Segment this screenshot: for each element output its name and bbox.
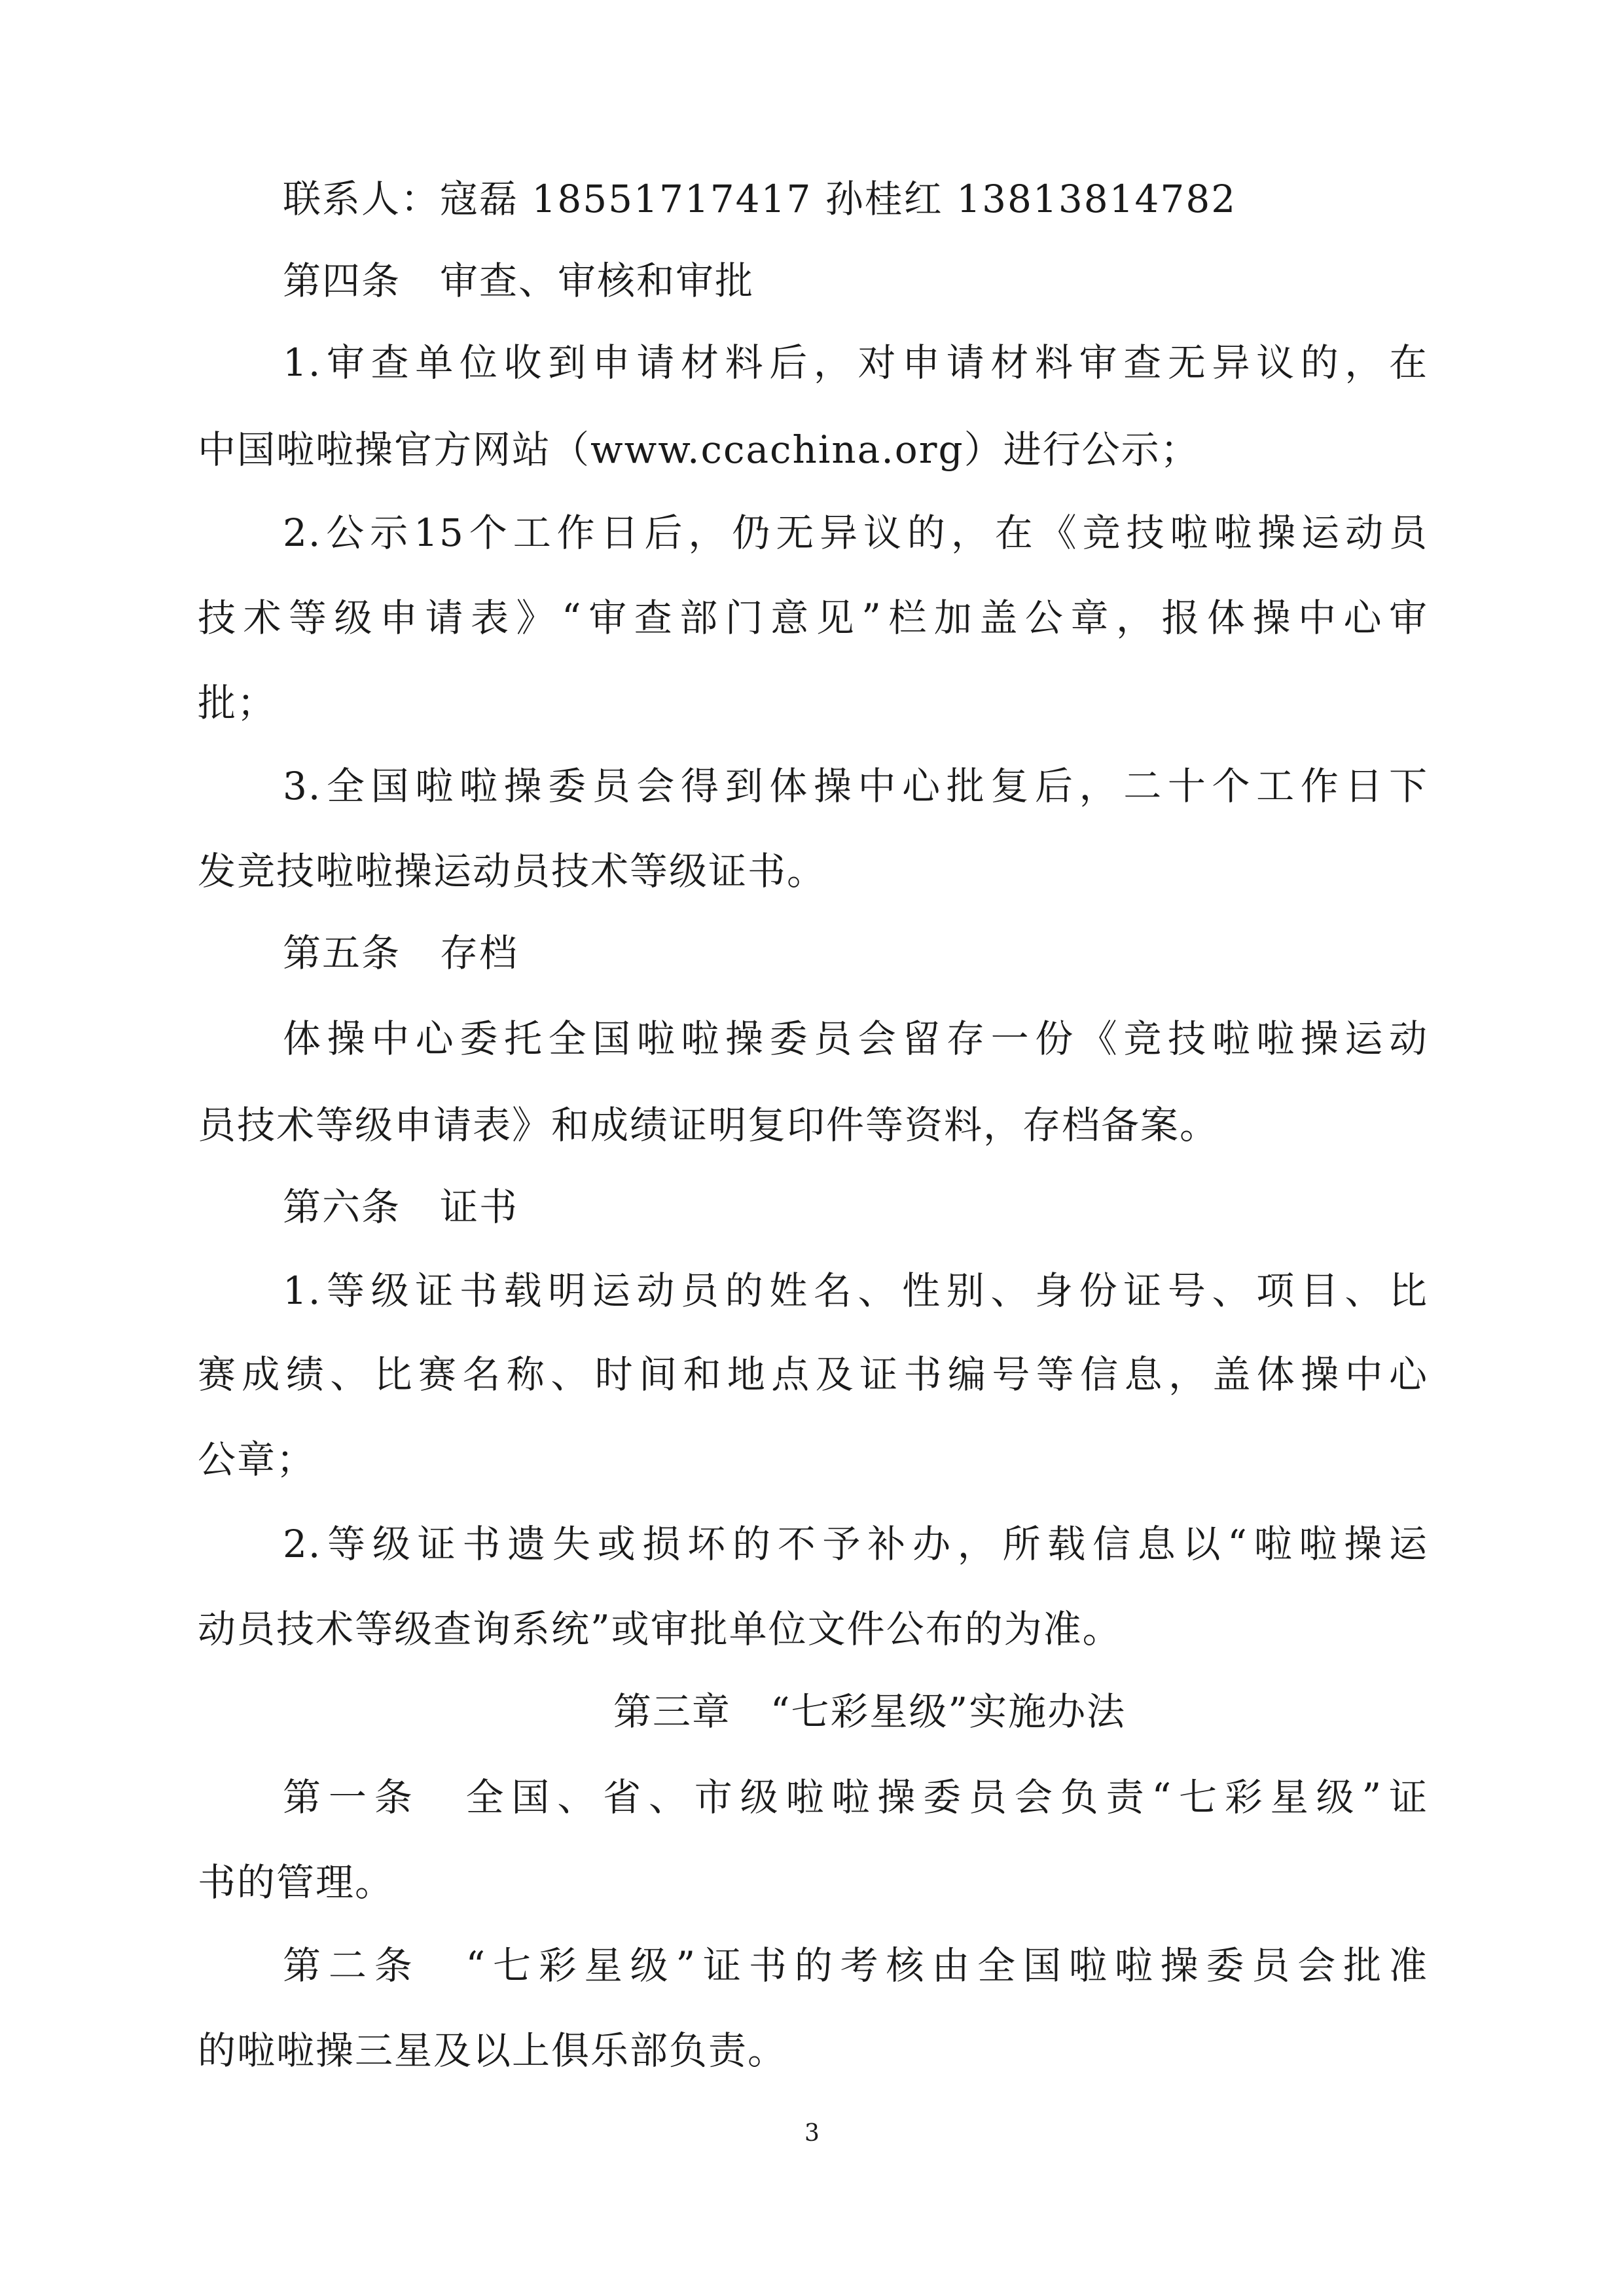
paragraph-text: 公章； [198,1437,316,1482]
paragraph-text: 动员技术等级查询系统”或审批单位文件公布的为准。 [198,1607,1122,1651]
paragraph-line [0,848,1624,894]
paragraph-text: 1.等级证书载明运动员的姓名、性别、身份证号、项目、比 [283,1268,1428,1313]
article-five-heading [0,930,1624,976]
paragraph-line [0,1102,1624,1148]
paragraph-line [0,1521,1624,1567]
paragraph-text: 的啦啦操三星及以上俱乐部负责。 [198,2028,787,2073]
paragraph-text: 第二条 “七彩星级”证书的考核由全国啦啦操委员会批准 [283,1943,1428,1988]
page-number: 3 [804,2120,820,2147]
paragraph-text: 技术等级申请表》“审查部门意见”栏加盖公章，报体操中心审 [198,596,1428,640]
paragraph-line [0,1943,1624,1988]
paragraph-line [0,595,1624,641]
article-five-title: 第五条 存档 [283,931,519,975]
paragraph-text: 书的管理。 [198,1860,395,1905]
paragraph-line [0,340,1624,386]
paragraph-text: 赛成绩、比赛名称、时间和地点及证书编号等信息，盖体操中心 [198,1352,1428,1397]
paragraph-text: 发竞技啦啦操运动员技术等级证书。 [198,849,827,893]
paragraph-text: 第一条 全国、省、市级啦啦操委员会负责“七彩星级”证 [283,1775,1428,1820]
paragraph-line [0,763,1624,809]
paragraph-text: 3.全国啦啦操委员会得到体操中心批复后，二十个工作日下 [283,764,1428,808]
paragraph-line [0,427,1624,473]
paragraph-line [0,1606,1624,1652]
paragraph-text: 1.审查单位收到申请材料后，对申请材料审查无异议的，在 [283,340,1428,385]
paragraph-line [0,1437,1624,1482]
paragraph-line [0,1352,1624,1397]
paragraph-text: 员技术等级申请表》和成绩证明复印件等资料，存档备案。 [198,1103,1219,1147]
paragraph-text: 2.等级证书遗失或损坏的不予补办，所载信息以“啦啦操运 [283,1522,1428,1566]
contact-text: 联系人：寇磊 18551717417 孙桂红 13813814782 [283,177,1237,221]
paragraph-text: 中国啦啦操官方网站（www.ccachina.org）进行公示； [198,427,1200,472]
paragraph-line [0,2028,1624,2073]
paragraph-line [0,680,1624,726]
paragraph-line [0,510,1624,556]
article-four-heading [0,258,1624,304]
paragraph-text: 体操中心委托全国啦啦操委员会留存一份《竞技啦啦操运动 [283,1016,1428,1061]
paragraph-text: 批； [198,681,277,725]
chapter-three-title: 第三章 “七彩星级”实施办法 [613,1689,1127,1734]
paragraph-line [0,1774,1624,1820]
article-six-title: 第六条 证书 [283,1185,519,1229]
paragraph-line [0,1859,1624,1905]
paragraph-line [0,1268,1624,1314]
paragraph-text: 2.公示15个工作日后，仍无异议的，在《竞技啦啦操运动员 [283,511,1428,555]
contact-line [0,176,1624,222]
article-six-heading [0,1184,1624,1230]
article-four-title: 第四条 审查、审核和审批 [283,259,755,303]
chapter-three-heading [0,1689,1624,1734]
paragraph-line [0,1016,1624,1062]
